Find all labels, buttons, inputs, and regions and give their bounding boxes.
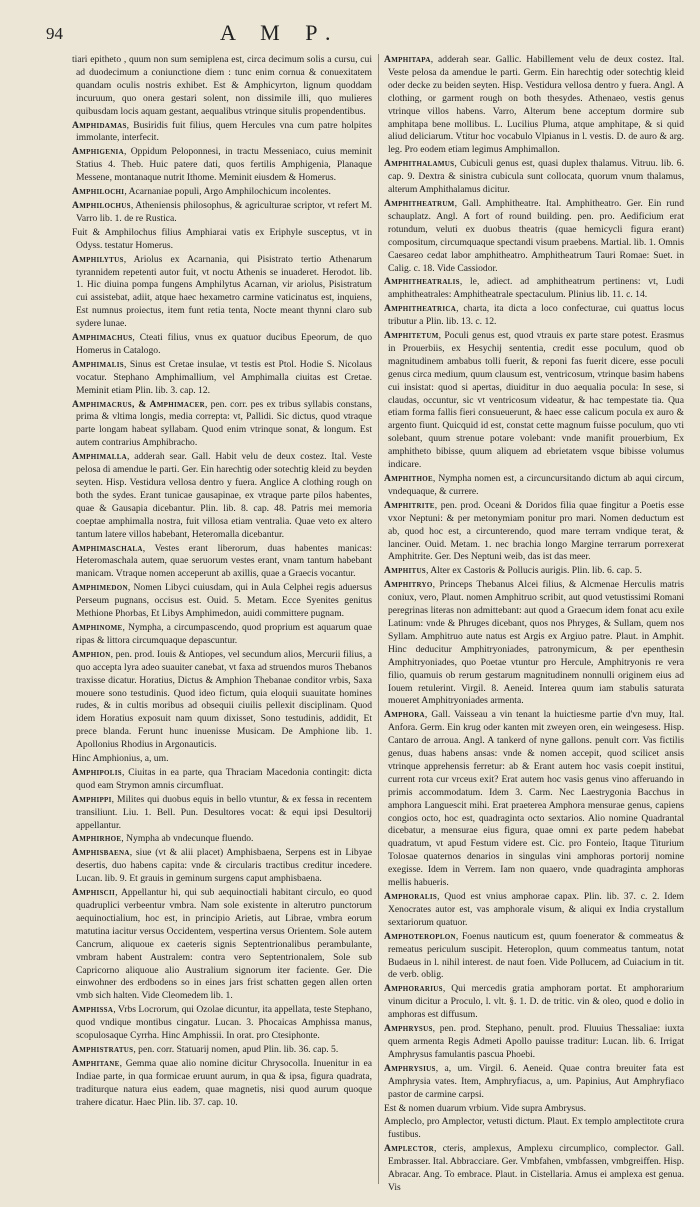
entry-text: cteris, amplexus, Amplexu circumplico, complector. Gall. Embrasser. Ital. Abbracciare. Ger. Vmbfahen, vmbfassen, vmbgreiffen. Hisp. Abracar. Ang. To embrace. Plaut. in Cistellaria. Amus ei amplexa est genua. Vis [388, 1143, 684, 1192]
entry-text: Atheniensis philosophus, & agriculturae scriptor, vt refert M. Varro lib. 1. de re Rustica. [76, 199, 372, 224]
entry-text: adderah sear. Gallic. Habillement velu de deux costez. Ital. Veste pelosa da amendue le parti. Germ. Ein harechtig oder sotechtig kleid oder decke zu beiden seyten. Hisp. Vestidura vellosa dentro y fuera. Angl. A clothing, or garment rough on both thesydes. Athenaeo, vestis genus vtrinque villos habens. Varro, Alterum bene acceptum dormire sub amphitapa bene mollibus. L. Lucilius Pluma, atque amphitape, & si quid aliud deliciarum. Vtitur hoc vocabulo Vlpianus in l. vestis. D. de auro & arg. leg. Pro eodem etiam legimus Amphimallon. [388, 54, 684, 156]
entry-text: Gall. Vaisseau a vin tenant la huictiesme partie d'vn muy, Ital. Anfora. Germ. Ein krug oder kanten mit zweyen oren, ein weingesess. Hisp. Cantaro de arroua. Angl. A tankerd of nyne gallons. penult corr. Vas fictilis genus, duas habens ansas: vnde & nomen accepit, quod scilicet ansis vtrinque apprehensis ferretur: ab & Erant autem hoc vasis coepit institui, current rota cur vrceus exit? Erat autem hoc vasis genus vino afferuando in primis accommodatum. Idem 3. Carm. Nec Laestrygonia Bacchus in amphora Languescit mihi. Erat praeterea Amphora mensurae genus, capiens congios octo, hoc est, quadraginta octo sextarios. Alio nomine Quadrantal dicebatur, a mensurae eius figura, quae omni ex parte pedem habebat quadratum, vt apud Festum videre est. Cic. pro Fonteio, Itaque Titurium Tolosae quaternos denarios in singulas vini amphoras portorij nomine exegisse. Idem in Verrem. Iam non quaero, vnde quadraginta amphoras mellis habueris. [388, 709, 684, 889]
entry-lemma: Amphigenia [72, 146, 124, 158]
page-number: 94 [46, 24, 63, 43]
entry-lemma: Amphitetum [384, 330, 439, 342]
dictionary-entry: Amphoteroplon, Foenus nauticum est, quum foenerator & commeatus & remeatus periculum suscipit. Heteroplon, quum commeatus tantum, notat Budaeus in l. nihil interest. de naut foen. Vide Pollucem, ad Cuiacium in tit. de verb. oblig. [384, 930, 684, 981]
dictionary-entry: Amphigenia, Oppidum Peloponnesi, in tractu Messeniaco, cuius meminit Statius 4. Theb. Huic patere dati, quos fertilis Amphigenia, Planaque Messene, montanaque nutrit Ithome. Meminit eiusdem & Homerus. [72, 146, 372, 184]
entry-lemma: Amplector [384, 1143, 434, 1155]
entry-text: Cubiculi genus est, quasi duplex thalamus. Vitruu. lib. 6. cap. 9. Dextra & sinistra cubicula sunt collocata, quorum vnum thalamus, alterum Amphithalamus dicitur. [388, 158, 684, 196]
entry-text: le, adiect. ad amphitheatrum pertinens: vt, Ludi amphitheatrales: Amphitheatrale spectaculum. Plinius lib. 11. c. 14. [388, 276, 684, 301]
entry-lemma: Amphistratus [72, 1043, 134, 1055]
entry-lemma: Amphidamas [72, 119, 127, 131]
dictionary-entry: Amphilytus, Ariolus ex Acarnania, qui Pisistrato tertio Athenarum tyrannidem repetenti autor fuit, vt noctu Athenis se inuaderet. Herodot. lib. 1. Hic diuina pompa fungens Amphilytus Acarnan, vir ariolus, Pisistratum cui assistebat, adiit, atque haec hexametro carmine vaticinatus est, inquiens, Est numnus proiectus, item funt retia tenta, Nocte meant thynni claro sub sydere lunae. [72, 253, 372, 330]
dictionary-entry: Amphimalla, adderah sear. Gall. Habit velu de deux costez. Ital. Veste pelosa di amendue le parti. Ger. Ein harechtig oder sotechtig kleid zu beyden seyten. Hisp. Vestidura vellosa dentro y fuera. Anglice A clothing rough on both the sydes. Erant tunicae gausapinae, ex vtraque parte pilos habentes, quae & Gausapia dicebantur. Plin. lib. 8. cap. 48. Patris mei memoria coeptae amphimalla nostra, fuit villosa etiam ventralia. Quae veto ex altero tantum latere villos habebant, Heteromalla dicebantur. [72, 451, 372, 540]
dictionary-entry: Amphrysius, a, um. Virgil. 6. Aeneid. Quae contra breuiter fata est Amphrysia vates. Item, Amphryfiacus, a, um. Papinius, Aut Amphryfiaco pastor de carmine carpsi. [384, 1062, 684, 1100]
entry-lemma: Amphippi [72, 793, 112, 805]
dictionary-entry: Amphion, pen. prod. Iouis & Antiopes, vel secundum alios, Mercurii filius, a quo accepta lyra adeo suauiter canebat, vt faxa ad struendos muros Thebanos traxisse dicatur. Horatius, Dictus & Amphion Thebanae conditor vrbis, Saxa mouere sono testudinis. Quod ideo fictum, quia eloquii suauitate homines rudes, & in cultis moribus ad obsequii ciuilis pellexit disciplinam. Quod idem Horatius exposuit nam quum dixisset, Sono testudinis, addidit, Et prece blanda. Ferunt hunc inuenisse Musicam. De Amphione lib. 1. Apollonius Rhodius in Argonauticis. [72, 648, 372, 751]
entry-text: Foenus nauticum est, quum foenerator & commeatus & remeatus periculum suscipit. Heteroplon, quum commeatus tantum, notat Budaeus in l. nihil interest. de naut foen. Vide Pollucem, ad Cuiacium in tit. de verb. oblig. [388, 930, 684, 981]
dictionary-entry [384, 1103, 684, 1116]
entry-lemma: Amphitrite [384, 499, 435, 511]
dictionary-entry: Amphitryo, Princeps Thebanus Alcei filius, & Alcmenae Herculis matris coniux, vero, Plaut. nomen Amphitruo scribit, aut quod vetustissimi Romani peregrinas literas non admittebant: aut quod a Graecum idem fonat acu exile Latinum: vnde & Phruges dicebant, quos nos Phryges, & Sullam, quem nos Syllam. Amphitruo aute natus est Argis ex Argiuo patre. Plaut. in Amphit. Hinc deducitur Amphitryoniades, patronymicum, & per epenthesin Amphitryoniades, quo Poetae vtuntur pro Hercule, Amphitryonis re vera filio, quamuis ob rerum gestarum magnitudinem nonnulli originem eius ad Iouem retulerint. Virgil. 8. Aeneid. Interea quum iam stabulis saturata moueret Amphitryoniades armenta. [384, 579, 684, 707]
entry-text: Princeps Thebanus Alcei filius, & Alcmenae Herculis matris coniux, vero, Plaut. nomen Amphitruo scribit, aut quod vetustissimi Romani peregrinas literas non admittebant: aut quod a Graecum idem fonat acu exile Latinum: vnde & Phruges dicebant, quos nos Phryges, & Sullam, quem nos Syllam. Amphitruo aute natus est Argis ex Argiuo patre. Plaut. in Amphit. Hinc deducitur Amphitryoniades, patronymicum, & per epenthesin Amphitryoniades, quo Poetae vtuntur pro Hercule, Amphitryonis re vera filio, quamuis ob rerum gestarum magnitudinem nonnulli originem eius ad Iouem retulerint. Virgil. 8. Aeneid. Interea quum iam stabulis saturata moueret Amphitryoniades armenta. [388, 579, 684, 707]
entry-text: Milites qui duobus equis in bello vtuntur, & ex fessa in recentem transiliunt. Liu. 1. Bell. Pun. Desultores vocat: & equi ipsi Desultorij appellantur. [76, 793, 372, 831]
entry-text: pen. prod. Iouis & Antiopes, vel secundum alios, Mercurii filius, a quo accepta lyra adeo suauiter canebat, vt faxa ad struendos muros Thebanos traxisse dicatur. Horatius, Dictus & Amphion Thebanae conditor vrbis, Saxa mouere sono testudinis. Quod ideo fictum, quia eloquii suauitate homines rudes, & in cultis moribus ad obsequii ciuilis pellexit disciplinam. Quod idem Horatius exposuit nam quum dixisset, Sono testudinis, addidit, Et prece blanda. Ferunt hunc inuenisse Musicam. De Amphione lib. 1. Apollonius Rhodius in Argonauticis. [76, 648, 372, 751]
dictionary-entry: Amphitapa, adderah sear. Gallic. Habillement velu de deux costez. Ital. Veste pelosa da amendue le parti. Germ. Ein harechtig oder sotechtig kleid oder decke zu beiden seyten. Hisp. Vestidura vellosa dentro y fuera. Angl. A clothing, or garment rough on both thesydes. Athenaeo, vestis genus vtrinque villos habens. Varro, Alterum bene acceptum dormire sub amphitapa bene mollibus. L. Lucilius Pluma, atque amphitape, & si quid aliud deliciarum. Vtitur hoc vocabulo Vlpianus in l. vestis. D. de auro & arg. leg. Pro eodem etiam legimus Amphimallon. [384, 54, 684, 156]
entry-lemma: Amphora [384, 709, 425, 721]
entry-lemma: Amphinome [72, 621, 123, 633]
entry-text: Oppidum Peloponnesi, in tractu Messeniaco, cuius meminit Statius 4. Theb. Huic patere dati, quos fertilis Amphigenia, Planaque Messene, montanaque nutrit Ithome. Meminit eiusdem & Homerus. [76, 146, 372, 184]
dictionary-entry: Amphidamas, Busiridis fuit filius, quem Hercules vna cum patre holpites immolante, interfecit. [72, 119, 372, 144]
entry-lemma: Amphipolis [72, 766, 122, 778]
dictionary-entry [72, 753, 372, 766]
dictionary-entry: Amphilochi, Acarnaniae populi, Argo Amphilochicum incolentes. [72, 186, 331, 198]
entry-text: Hinc Amphionius, a, um. [72, 753, 169, 765]
entry-text: Sinus est Cretae insulae, vt testis est Ptol. Hodie S. Nicolaus vocatur. Stephano Amphimallium, vel Amphimalla ciuitas est Cretae. Meminit etiam Plin. lib. 3. cap. 12. [76, 358, 372, 396]
entry-text: Acarnaniae populi, Argo Amphilochicum incolentes. [128, 186, 331, 198]
dictionary-entry: Amphithalamus, Cubiculi genus est, quasi duplex thalamus. Vitruu. lib. 6. cap. 9. Dextra & sinistra cubicula sunt collocata, quorum vnum thalamus, alterum Amphithalamus dicitur. [384, 158, 684, 196]
entry-text: a, um. Virgil. 6. Aeneid. Quae contra breuiter fata est Amphrysia vates. Item, Amphryfiacus, a, um. Papinius, Aut Amphryfiaco pastor de carmine carpsi. [388, 1062, 684, 1100]
entry-lemma: Amphrysius [384, 1062, 436, 1074]
dictionary-entry: Amphipolis, Ciuitas in ea parte, qua Thraciam Macedonia contingit: dicta quod eam Strymon amnis circumfluat. [72, 766, 372, 791]
entry-lemma: Amphitus [384, 565, 426, 577]
entry-text: Ampleclo, pro Amplector, vetusti dictum. Plaut. Ex templo amplectitote crura fustibus. [384, 1116, 684, 1141]
dictionary-entry: Amphitus, Alter ex Castoris & Pollucis aurigis. Plin. lib. 6. cap. 5. [384, 565, 642, 577]
entry-lemma: Amphilochus [72, 199, 131, 211]
dictionary-entry: Amphitheatrica, charta, ita dicta a loco confecturae, cui quattus locus tributur a Plin. lib. 13. c. 12. [384, 303, 684, 328]
entry-lemma: Amphimaschala [72, 542, 143, 554]
entry-lemma: Amphorarius [384, 983, 443, 995]
dictionary-entry: Amplector, cteris, amplexus, Amplexu circumplico, complector. Gall. Embrasser. Ital. Abbracciare. Ger. Vmbfahen, vmbfassen, vmbgreiffen. Hisp. Abracar. Ang. To embrace. Plaut. in Cistellaria. Amus ei amplexa est genua. Vis [384, 1143, 684, 1192]
entry-lemma: Amphitheatrum [384, 197, 455, 209]
entry-text: Quod est vnius amphorae capax. Plin. lib. 37. c. 2. Idem Xenocrates autor est, vas amphorale visum, & aliqui ex India crystallum sextariorum quatuor. [388, 891, 684, 928]
entry-text: Nympha nomen est, a circuncursitando dictum ab aqui circum, vndequaque, & currere. [388, 473, 684, 497]
entry-text: Busiridis fuit filius, quem Hercules vna cum patre holpites immolante, interfecit. [76, 119, 372, 144]
entry-text: Cteati filius, vnus ex quatuor ducibus Epeorum, de quo Homerus in Catalogo. [76, 332, 372, 356]
dictionary-entry: Amphitetum, Poculi genus est, quod vtrauis ex parte stare potest. Erasmus in Prouerbiis, ex Hesychij sententia, credit esse poculum, quod ob magnitudinem ambabus tolli fuerit, & reponi fas fuerit dicere, esse poculi genus circa medium, quum clausum est, ventricosum, vtrinque basim habens cui insistat: quod si apertas, diuiditur in duo aequalia pocula: In sese, si claudas, occuntur, sic vt ventricosum videatur, & hac tempestate tia. Qua etiam forma fallis fieri consueuerunt, & haec esse calicum pocula ex auro & argento fiunt. Quicquid id est, constat cette magnum fuisse poculum, quo vti solebant, quum strenue potare volebant: vnde manifit prouerbium, Ex amphitheto bibisse, quum aliquem ad ebrietatem vsque bibisse volumus indicare. [384, 330, 684, 471]
entry-lemma: Amphitheatrica [384, 303, 457, 315]
dictionary-entry: Amphoralis, Quod est vnius amphorae capax. Plin. lib. 37. c. 2. Idem Xenocrates autor est, vas amphorale visum, & aliqui ex India crystallum sextariorum quatuor. [384, 891, 684, 928]
dictionary-entry [72, 227, 372, 253]
entry-text: Gall. Amphitheatre. Ital. Amphitheatro. Ger. Ein rund schauplatz. Angl. A fort of round building. pen. pro. Aedificium erat rotundum, veluti ex duobus theatris (quae hemicycli figura erant) compositum, circumquaque spectandi visum praebens. Martial. lib. 1. Omnis Caesareo cedat labor amphitheatro. Amphitheatrum Tauri Romae: Suet. in Calig. c. 18. Vide Cassiodor. [388, 197, 684, 274]
entry-lemma: Amphisbaena [72, 847, 130, 859]
entry-text: Nomen Libyci cuiusdam, qui in Aula Celphei regis aduersus Perseum pugnans, occisus est. Ouid. 5. Metam. Ecce Syenites genitus Methione Phorbas, Et Libys Amphimedon, auidi committere pugnam. [76, 582, 372, 620]
dictionary-entry: Amphimalis, Sinus est Cretae insulae, vt testis est Ptol. Hodie S. Nicolaus vocatur. Stephano Amphimallium, vel Amphimalla ciuitas est Cretae. Meminit etiam Plin. lib. 3. cap. 12. [72, 358, 372, 396]
dictionary-entry: Amphora, Gall. Vaisseau a vin tenant la huictiesme partie d'vn muy, Ital. Anfora. Germ. Ein krug oder kanten mit zweyen oren, ein weingesess. Hisp. Cantaro de arroua. Angl. A tankerd of nyne gallons. penult corr. Vas fictilis genus, duas habens ansas: vnde & nomen accepit, quod scilicet ansis vtrinque apprehensis ferretur: ab & Erant autem hoc vasis coepit institui, current rota cur vrceus exit? Erat autem hoc vasis genus vino afferuando in primis accommodatum. Idem 3. Carm. Nec Laestrygonia Bacchus in amphora Languescit mihi. Erat praeterea Amphora mensurae genus, capiens congios octo, hoc est, quadraginta octo sextarios. Alio nomine Quadrantal dicebatur, a mensurae eius figura, quae omni ex parte pedem habebat quadratum, vt apud Festum videre est. Cic. pro Fonteio, Itaque Titurium Tolosae quaternos denarios in singulas vini amphoras portorij nomine exegisse. Idem in Verrem. Iam non quaero, vnde quadraginta amphoras mellis habueris. [384, 709, 684, 889]
entry-text: Poculi genus est, quod vtrauis ex parte stare potest. Erasmus in Prouerbiis, ex Hesychij sententia, credit esse poculum, quod ob magnitudinem ambabus tolli fuerit, & reponi fas fuerit dicere, esse poculi genus circa medium, quum clausum est, ventricosum, vtrinque basim habens cui insistat: quod si apertas, diuiditur in duo aequalia pocula: In sese, si claudas, occuntur, sic vt ventricosum videatur, & hac tempestate tia. Qua etiam forma fallis fieri consueuerunt, & haec esse calicum pocula ex auro & argento fiunt. Quicquid id est, constat cette magnum fuisse poculum, quo vti solebant, quum strenue potare volebant: vnde manifit prouerbium, Ex amphitheto bibisse, quum aliquem ad ebrietatem vsque bibisse volumus indicare. [388, 330, 684, 471]
dictionary-entry: Amphrysus, pen. prod. Stephano, penult. prod. Fluuius Thessaliae: iuxta quem armenta Regis Admeti Apollo pauisse traditur: Lucan. lib. 6. Irrigat Amphrysus famulantis pascua Phoebi. [384, 1023, 684, 1060]
entry-lemma: Amphitheatralis [384, 276, 460, 288]
entry-lemma: Amphrysus [384, 1023, 433, 1035]
dictionary-entry: Amphitrite, pen. prod. Oceani & Doridos filia quae fingitur a Poetis esse vxor Neptuni: & per metonymiam ponitur pro mari. Nomen deductum est ab, quod hoc est, a circunterendo, quod mare terram vndique terat, & lanciner. Ouid. Metam. 1. nec brachia longo Margine terrarum porrexerat Amphitrite. Ger. Des Neptuni weib, das ist das meer. [384, 499, 684, 563]
right-column [384, 54, 684, 1192]
dictionary-entry [72, 54, 372, 119]
entry-text: Ariolus ex Acarnania, qui Pisistrato tertio Athenarum tyrannidem repetenti autor fuit, vt noctu Athenis se inuaderet. Herodot. lib. 1. Hic diuina pompa fungens Amphilytus Acarnan, vir ariolus, Pisistratum cui assistebat, adiit, atque haec hexametro carmine vaticinatus est, inquiens, Est numnus proiectus, item funt retia tenta, Nocte meant thynni claro sub sydere lunae. [76, 253, 372, 330]
dictionary-entry: Amphinome, Nympha, a circumpascendo, quod proprium est aquarum quae ripas & littora circumquaque depascuntur. [72, 621, 372, 646]
dictionary-entry: Amphiscii, Appellantur hi, qui sub aequinoctiali habitant circulo, eo quod quadruplici verbeentur vmbra. Nam sole existente in alterutro punctorum aequinoctialium, hoc est, in principio Arietis, aut Librae, vmbra eorum matutina iacitur versus Occidentem, vespertina versus Orientem. Sole autem Cancrum, aliquoue ex caeteris signis Septentrionalibus perambulante, vmbram habent Australem: contra vero Septentrionalem, Sole sub Capricorno aliquoue alio Australium signorum iter faciente. Ger. Die einwohner des erdbodens so in eines jars frist schatten gegen allen orten vmb sich halten. Vide Cleomedem lib. 1. [72, 887, 372, 1002]
entry-text: siue (vt & alii placet) Amphisbaena, Serpens est in Libyae desertis, duo habens capita: vnde & circularis tractibus creditur incedere. Lucan. lib. 9. Et grauis in geminum surgens caput amphisbaena. [76, 847, 372, 885]
entry-text: Nympha, a circumpascendo, quod proprium est aquarum quae ripas & littora circumquaque depascuntur. [76, 621, 372, 646]
dictionary-entry: Amphisbaena, siue (vt & alii placet) Amphisbaena, Serpens est in Libyae desertis, duo habens capita: vnde & circularis tractibus creditur incedere. Lucan. lib. 9. Et grauis in geminum surgens caput amphisbaena. [72, 847, 372, 885]
page-header [0, 18, 700, 48]
entry-text: pen. corr. Statuarij nomen, apud Plin. lib. 36. cap. 5. [138, 1043, 339, 1055]
dictionary-entry: Amphilochus, Atheniensis philosophus, & agriculturae scriptor, vt refert M. Varro lib. 1. de re Rustica. [72, 199, 372, 224]
dictionary-entry: Amphitheatralis, le, adiect. ad amphitheatrum pertinens: vt, Ludi amphitheatrales: Amphitheatrale spectaculum. Plinius lib. 11. c. 14. [384, 276, 684, 301]
dictionary-entry: Amphistratus, pen. corr. Statuarij nomen, apud Plin. lib. 36. cap. 5. [72, 1043, 339, 1055]
entry-lemma: Amphiscii [72, 887, 116, 899]
entry-text: tiari epitheto , quum non sum semiplena est, circa decimum solis a cursu, cui ad duodecimum a coniunctione diem : tunc enim cornua & conuexitatem quandam oculis nostris exhibet. Est & Amphicyrton, lignum quoddam incuruum, quo onera gestari solent, non dissimile illi, quo mulieres quibusdam locis aquam gestant, aequalibus vtrinque situlis propendentibus. [72, 54, 372, 117]
entry-text: Fuit & Amphilochus filius Amphiarai vatis ex Eriphyle susceptus, vt in Odyss. testatur Homerus. [72, 226, 372, 251]
dictionary-entry: Amphimaschala, Vestes erant liberorum, duas habentes manicas: Heteromaschala autem, quae seruorum vestes erant, vnam tantum habebant manicam. Vtraque nomen acceperunt ab axillis, quae a Graecis vocantur. [72, 542, 372, 580]
entry-lemma: Amphitane [72, 1057, 120, 1069]
entry-lemma: Amphoralis [384, 891, 438, 902]
entry-lemma: Amphitryo [384, 579, 433, 591]
entry-text: Appellantur hi, qui sub aequinoctiali habitant circulo, eo quod quadruplici verbeentur vmbra. Nam sole existente in alterutro punctorum aequinoctialium, hoc est, in principio Arietis, aut Librae, vmbra eorum matutina iacitur versus Occidentem, vespertina versus Orientem. Sole autem Cancrum, aliquoue ex caeteris signis Septentrionalibus perambulante, vmbram habent Australem: contra vero Septentrionalem, Sole sub Capricorno aliquoue alio Australium signorum iter faciente. Ger. Die einwohner des erdbodens so in eines jars frist schatten gegen allen orten vmb sich halten. Vide Cleomedem lib. 1. [76, 887, 372, 1002]
dictionary-entry: Amphimachus, Cteati filius, vnus ex quatuor ducibus Epeorum, de quo Homerus in Catalogo. [72, 332, 372, 356]
entry-lemma: Amphimachus [72, 332, 133, 344]
running-head-left: A M P. [220, 20, 341, 45]
entry-lemma: Amphissa [72, 1004, 114, 1016]
dictionary-entry: Amphippi, Milites qui duobus equis in bello vtuntur, & ex fessa in recentem transiliunt. Liu. 1. Bell. Pun. Desultores vocat: & equi ipsi Desultorij appellantur. [72, 793, 372, 831]
entry-text: Alter ex Castoris & Pollucis aurigis. Plin. lib. 6. cap. 5. [430, 565, 642, 577]
dictionary-entry: Amphirhoe, Nympha ab vndecunque fluendo. [72, 833, 254, 845]
dictionary-entry: Amphithoe, Nympha nomen est, a circuncursitando dictum ab aqui circum, vndequaque, & currere. [384, 473, 684, 497]
entry-text: charta, ita dicta a loco confecturae, cui quattus locus tributur a Plin. lib. 13. c. 12. [388, 303, 684, 328]
entry-text: Qui mercedis gratia amphoram portat. Et amphorarium vinum dicitur a Proculo, l. vlt. §. 1. D. de tritic. vin & oleo, quod e dolio in amphoras est diffusum. [388, 983, 684, 1021]
entry-lemma: Amphion [72, 648, 111, 660]
entry-lemma: Amphilochi [72, 186, 125, 198]
entry-lemma: Amphithoe [384, 473, 433, 484]
dictionary-entry: Amphorarius, Qui mercedis gratia amphoram portat. Et amphorarium vinum dicitur a Proculo, l. vlt. §. 1. D. de tritic. vin & oleo, quod e dolio in amphoras est diffusum. [384, 983, 684, 1021]
dictionary-entry: Amphissa, Vrbs Locrorum, qui Ozolae dicuntur, ita appellata, teste Stephano, quod vndique montibus cingatur. Lucan. 3. Phocaicas Amphissa manus, scopulosaque Cyrrha. Hinc Amphissii. In orat. pro Ctesiphonte. [72, 1004, 372, 1042]
column-divider [378, 54, 379, 1184]
dictionary-entry [384, 1116, 684, 1142]
entry-lemma: Amphimalis [72, 358, 124, 370]
entry-lemma: Amphimacrus, & Amphimacer [72, 398, 205, 410]
entry-text: Vestes erant liberorum, duas habentes manicas: Heteromaschala autem, quae seruorum vestes erant, vnam tantum habebant manicam. Vtraque nomen acceperunt ab axillis, quae a Graecis vocantur. [76, 542, 372, 580]
entry-text: Est & nomen duarum vrbium. Vide supra Ambrysus. [384, 1102, 587, 1114]
entry-lemma: Amphithalamus [384, 158, 455, 170]
dictionary-entry: Amphimacrus, & Amphimacer, pen. corr. pes ex tribus syllabis constans, prima & vltima longis, media correpta: vt, Pallidi. Sic dictus, quod vtraque parte longam habeat syllabam. Quod enim vtrinque sonat, & longum. Est autem contrarius Amphibracho. [72, 398, 372, 449]
entry-text: Gemma quae alio nomine dicitur Chrysocolla. Inuenitur in ea Indiae parte, in qua formicae eruunt aurum, in qua & ipsa, figura quadrata, traditurque natura eius eadem, quae magnetis, nisi quod aurum quoque trahere dicatur. Haec Plin. lib. 37. cap. 10. [76, 1057, 372, 1108]
dictionary-entry: Amphitane, Gemma quae alio nomine dicitur Chrysocolla. Inuenitur in ea Indiae parte, in qua formicae eruunt aurum, in qua & ipsa, figura quadrata, traditurque natura eius eadem, quae magnetis, nisi quod aurum quoque trahere dicatur. Haec Plin. lib. 37. cap. 10. [72, 1057, 372, 1108]
entry-lemma: Amphirhoe [72, 833, 122, 845]
entry-lemma: Amphitapa [384, 54, 431, 65]
entry-text: pen. prod. Stephano, penult. prod. Fluuius Thessaliae: iuxta quem armenta Regis Admeti Apollo pauisse traditur: Lucan. lib. 6. Irrigat Amphrysus famulantis pascua Phoebi. [388, 1023, 684, 1060]
entry-lemma: Amphilytus [72, 253, 124, 265]
entry-text: Ciuitas in ea parte, qua Thraciam Macedonia contingit: dicta quod eam Strymon amnis circumfluat. [76, 766, 372, 791]
entry-text: pen. corr. pes ex tribus syllabis constans, prima & vltima longis, media correpta: vt, Pallidi. Sic dictus, quod vtraque parte longam habeat syllabam. Quod enim vtrinque sonat, & longum. Est autem contrarius Amphibracho. [76, 398, 372, 449]
entry-lemma: Amphoteroplon [384, 930, 456, 942]
entry-text: adderah sear. Gall. Habit velu de deux costez. Ital. Veste pelosa di amendue le parti. Ger. Ein harechtig oder sotechtig kleid zu beyden seyten. Hisp. Vestidura vellosa dentro y fuera. Anglice A clothing rough on both the sydes. Erant tunicae gausapinae, ex vtraque parte pilos habentes, quae & Gausapia dicebantur. Plin. lib. 8. cap. 48. Patris mei memoria coeptae amphimalla nostra, fuit villosa etiam ventralia. Quae veto ex altero tantum latere villos habebant, Heteromalla dicebantur. [76, 451, 372, 540]
entry-text: pen. prod. Oceani & Doridos filia quae fingitur a Poetis esse vxor Neptuni: & per metonymiam ponitur pro mari. Nomen deductum est ab, quod hoc est, a circunterendo, quod mare terram vndique terat, & lanciner. Ouid. Metam. 1. nec brachia longo Margine terrarum porrexerat Amphitrite. Ger. Des Neptuni weib, das ist das meer. [388, 499, 684, 563]
dictionary-entry: Amphitheatrum, Gall. Amphitheatre. Ital. Amphitheatro. Ger. Ein rund schauplatz. Angl. A fort of round building. pen. pro. Aedificium erat rotundum, veluti ex duobus theatris (quae hemicycli figura erant) compositum, circumquaque spectandi visum praebens. Martial. lib. 1. Omnis Caesareo cedat labor amphitheatro. Amphitheatrum Tauri Romae: Suet. in Calig. c. 18. Vide Cassiodor. [384, 197, 684, 274]
entry-lemma: Amphimedon [72, 582, 128, 594]
entry-text: Vrbs Locrorum, qui Ozolae dicuntur, ita appellata, teste Stephano, quod vndique montibus cingatur. Lucan. 3. Phocaicas Amphissa manus, scopulosaque Cyrrha. Hinc Amphissii. In orat. pro Ctesiphonte. [76, 1004, 372, 1042]
entry-lemma: Amphimalla [72, 451, 128, 463]
entry-text: Nympha ab vndecunque fluendo. [126, 833, 254, 845]
dictionary-entry: Amphimedon, Nomen Libyci cuiusdam, qui in Aula Celphei regis aduersus Perseum pugnans, occisus est. Ouid. 5. Metam. Ecce Syenites genitus Methione Phorbas, Et Libys Amphimedon, auidi committere pugnam. [72, 582, 372, 620]
left-column [72, 54, 372, 1192]
